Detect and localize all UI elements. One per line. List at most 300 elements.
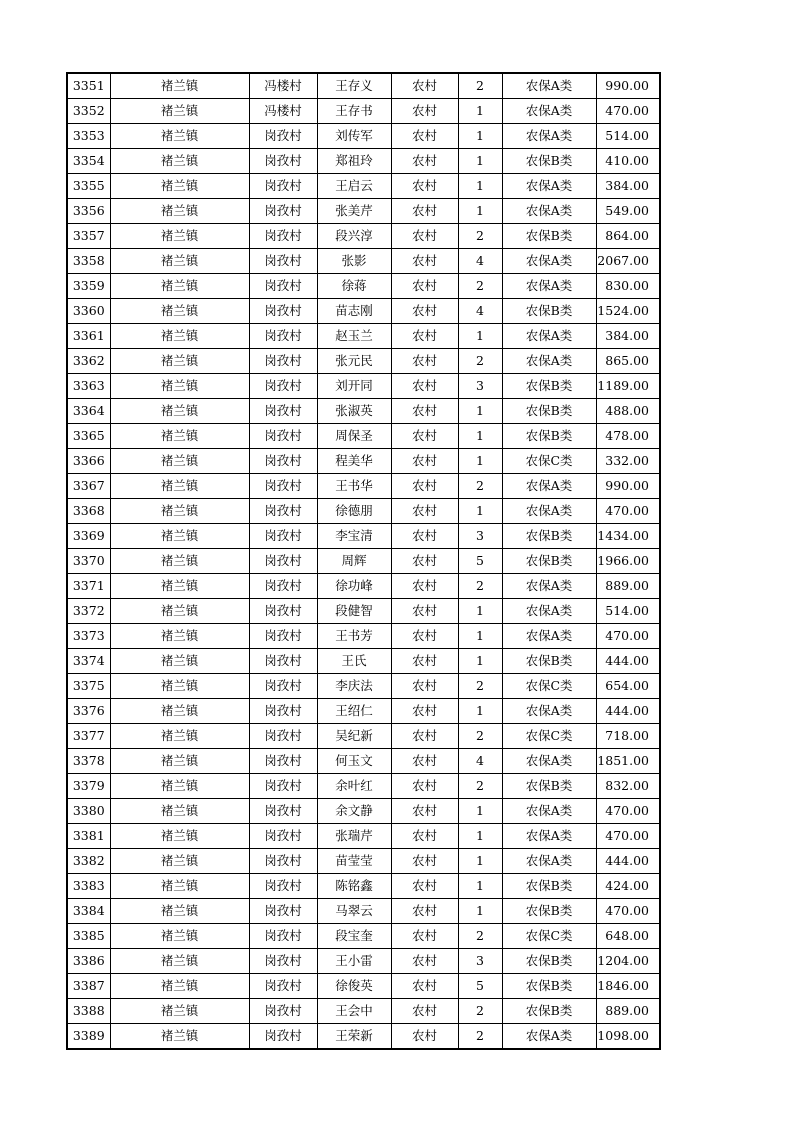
village-cell: 岗孜村 (249, 999, 317, 1024)
amount-cell: 549.00 (596, 199, 660, 224)
area-type-cell: 农村 (391, 874, 458, 899)
name-cell: 王绍仁 (317, 699, 391, 724)
table-row (67, 474, 660, 499)
household-size-cell: 1 (458, 149, 502, 174)
household-size-cell: 2 (458, 674, 502, 699)
insurance-category-cell: 农保C类 (502, 724, 596, 749)
name-cell: 程美华 (317, 449, 391, 474)
name-cell: 徐功峰 (317, 574, 391, 599)
household-size-cell: 3 (458, 524, 502, 549)
insurance-category-cell: 农保A类 (502, 1024, 596, 1050)
amount-cell: 470.00 (596, 799, 660, 824)
table-row (67, 224, 660, 249)
town-cell: 褚兰镇 (110, 849, 249, 874)
area-type-cell: 农村 (391, 124, 458, 149)
town-cell: 褚兰镇 (110, 624, 249, 649)
village-cell: 岗孜村 (249, 624, 317, 649)
area-type-cell: 农村 (391, 73, 458, 99)
insurance-category-cell: 农保A类 (502, 499, 596, 524)
town-cell: 褚兰镇 (110, 949, 249, 974)
row-number-cell: 3352 (67, 99, 110, 124)
village-cell: 岗孜村 (249, 649, 317, 674)
table-row (67, 399, 660, 424)
table-row (67, 924, 660, 949)
household-size-cell: 1 (458, 399, 502, 424)
household-size-cell: 1 (458, 199, 502, 224)
insurance-category-cell: 农保A类 (502, 699, 596, 724)
town-cell: 褚兰镇 (110, 924, 249, 949)
village-cell: 岗孜村 (249, 874, 317, 899)
amount-cell: 889.00 (596, 999, 660, 1024)
name-cell: 王小雷 (317, 949, 391, 974)
name-cell: 余文静 (317, 799, 391, 824)
name-cell: 王荣新 (317, 1024, 391, 1050)
area-type-cell: 农村 (391, 774, 458, 799)
household-size-cell: 3 (458, 949, 502, 974)
village-cell: 岗孜村 (249, 824, 317, 849)
row-number-cell: 3364 (67, 399, 110, 424)
area-type-cell: 农村 (391, 574, 458, 599)
name-cell: 徐德朋 (317, 499, 391, 524)
amount-cell: 444.00 (596, 649, 660, 674)
table-row (67, 774, 660, 799)
area-type-cell: 农村 (391, 199, 458, 224)
town-cell: 褚兰镇 (110, 724, 249, 749)
town-cell: 褚兰镇 (110, 299, 249, 324)
insurance-category-cell: 农保B类 (502, 949, 596, 974)
area-type-cell: 农村 (391, 724, 458, 749)
household-size-cell: 2 (458, 1024, 502, 1050)
village-cell: 冯楼村 (249, 99, 317, 124)
amount-cell: 1966.00 (596, 549, 660, 574)
insurance-category-cell: 农保B类 (502, 149, 596, 174)
row-number-cell: 3365 (67, 424, 110, 449)
area-type-cell: 农村 (391, 974, 458, 999)
insurance-category-cell: 农保A类 (502, 749, 596, 774)
household-size-cell: 1 (458, 799, 502, 824)
row-number-cell: 3368 (67, 499, 110, 524)
insurance-category-cell: 农保A类 (502, 249, 596, 274)
insurance-category-cell: 农保B类 (502, 549, 596, 574)
insurance-category-cell: 农保A类 (502, 124, 596, 149)
row-number-cell: 3360 (67, 299, 110, 324)
town-cell: 褚兰镇 (110, 73, 249, 99)
table-row (67, 824, 660, 849)
insurance-category-cell: 农保A类 (502, 574, 596, 599)
amount-cell: 444.00 (596, 849, 660, 874)
town-cell: 褚兰镇 (110, 224, 249, 249)
table-row (67, 649, 660, 674)
insurance-category-cell: 农保A类 (502, 849, 596, 874)
row-number-cell: 3359 (67, 274, 110, 299)
village-cell: 岗孜村 (249, 974, 317, 999)
insurance-category-cell: 农保B类 (502, 899, 596, 924)
name-cell: 张元民 (317, 349, 391, 374)
name-cell: 赵玉兰 (317, 324, 391, 349)
household-size-cell: 1 (458, 449, 502, 474)
amount-cell: 470.00 (596, 99, 660, 124)
name-cell: 张影 (317, 249, 391, 274)
amount-cell: 648.00 (596, 924, 660, 949)
town-cell: 褚兰镇 (110, 999, 249, 1024)
amount-cell: 2067.00 (596, 249, 660, 274)
village-cell: 岗孜村 (249, 774, 317, 799)
area-type-cell: 农村 (391, 399, 458, 424)
table-row (67, 749, 660, 774)
row-number-cell: 3353 (67, 124, 110, 149)
household-size-cell: 1 (458, 424, 502, 449)
row-number-cell: 3361 (67, 324, 110, 349)
table-row (67, 299, 660, 324)
household-size-cell: 2 (458, 474, 502, 499)
village-cell: 岗孜村 (249, 449, 317, 474)
table-row (67, 499, 660, 524)
row-number-cell: 3383 (67, 874, 110, 899)
amount-cell: 410.00 (596, 149, 660, 174)
household-size-cell: 2 (458, 349, 502, 374)
insurance-category-cell: 农保B类 (502, 374, 596, 399)
household-size-cell: 2 (458, 924, 502, 949)
village-cell: 岗孜村 (249, 674, 317, 699)
table-row (67, 149, 660, 174)
row-number-cell: 3363 (67, 374, 110, 399)
town-cell: 褚兰镇 (110, 974, 249, 999)
insurance-category-cell: 农保B类 (502, 874, 596, 899)
town-cell: 褚兰镇 (110, 424, 249, 449)
row-number-cell: 3372 (67, 599, 110, 624)
area-type-cell: 农村 (391, 524, 458, 549)
insurance-category-cell: 农保B类 (502, 974, 596, 999)
row-number-cell: 3371 (67, 574, 110, 599)
name-cell: 李庆法 (317, 674, 391, 699)
table-row (67, 424, 660, 449)
town-cell: 褚兰镇 (110, 124, 249, 149)
row-number-cell: 3362 (67, 349, 110, 374)
village-cell: 岗孜村 (249, 849, 317, 874)
village-cell: 岗孜村 (249, 924, 317, 949)
table-row (67, 949, 660, 974)
insurance-category-cell: 农保A类 (502, 349, 596, 374)
insurance-category-cell: 农保C类 (502, 674, 596, 699)
village-cell: 岗孜村 (249, 499, 317, 524)
village-cell: 岗孜村 (249, 799, 317, 824)
name-cell: 王书华 (317, 474, 391, 499)
household-size-cell: 2 (458, 724, 502, 749)
table-row (67, 99, 660, 124)
household-size-cell: 1 (458, 849, 502, 874)
table-row (67, 124, 660, 149)
area-type-cell: 农村 (391, 699, 458, 724)
table-row (67, 849, 660, 874)
household-size-cell: 1 (458, 824, 502, 849)
area-type-cell: 农村 (391, 224, 458, 249)
row-number-cell: 3375 (67, 674, 110, 699)
row-number-cell: 3367 (67, 474, 110, 499)
village-cell: 岗孜村 (249, 474, 317, 499)
village-cell: 岗孜村 (249, 324, 317, 349)
town-cell: 褚兰镇 (110, 99, 249, 124)
name-cell: 周保圣 (317, 424, 391, 449)
name-cell: 刘传军 (317, 124, 391, 149)
table-row (67, 199, 660, 224)
row-number-cell: 3384 (67, 899, 110, 924)
name-cell: 段兴淳 (317, 224, 391, 249)
area-type-cell: 农村 (391, 299, 458, 324)
area-type-cell: 农村 (391, 824, 458, 849)
village-cell: 岗孜村 (249, 574, 317, 599)
town-cell: 褚兰镇 (110, 249, 249, 274)
village-cell: 岗孜村 (249, 599, 317, 624)
name-cell: 王氏 (317, 649, 391, 674)
village-cell: 岗孜村 (249, 549, 317, 574)
area-type-cell: 农村 (391, 599, 458, 624)
amount-cell: 865.00 (596, 349, 660, 374)
row-number-cell: 3385 (67, 924, 110, 949)
name-cell: 刘开同 (317, 374, 391, 399)
name-cell: 段宝奎 (317, 924, 391, 949)
table-row (67, 624, 660, 649)
amount-cell: 1098.00 (596, 1024, 660, 1050)
insurance-category-cell: 农保B类 (502, 774, 596, 799)
table-row (67, 524, 660, 549)
row-number-cell: 3366 (67, 449, 110, 474)
village-cell: 岗孜村 (249, 399, 317, 424)
town-cell: 褚兰镇 (110, 599, 249, 624)
table-row (67, 374, 660, 399)
area-type-cell: 农村 (391, 674, 458, 699)
town-cell: 褚兰镇 (110, 349, 249, 374)
table-row (67, 174, 660, 199)
village-cell: 岗孜村 (249, 374, 317, 399)
amount-cell: 1846.00 (596, 974, 660, 999)
name-cell: 余叶红 (317, 774, 391, 799)
row-number-cell: 3370 (67, 549, 110, 574)
row-number-cell: 3373 (67, 624, 110, 649)
village-cell: 岗孜村 (249, 699, 317, 724)
household-size-cell: 1 (458, 99, 502, 124)
village-cell: 岗孜村 (249, 424, 317, 449)
insurance-category-cell: 农保B类 (502, 224, 596, 249)
insurance-category-cell: 农保C类 (502, 924, 596, 949)
table-row (67, 874, 660, 899)
table-row (67, 349, 660, 374)
amount-cell: 384.00 (596, 324, 660, 349)
village-cell: 岗孜村 (249, 724, 317, 749)
amount-cell: 488.00 (596, 399, 660, 424)
village-cell: 岗孜村 (249, 524, 317, 549)
area-type-cell: 农村 (391, 249, 458, 274)
table-row (67, 324, 660, 349)
household-size-cell: 2 (458, 999, 502, 1024)
table-row (67, 899, 660, 924)
household-size-cell: 3 (458, 374, 502, 399)
area-type-cell: 农村 (391, 649, 458, 674)
village-cell: 岗孜村 (249, 949, 317, 974)
area-type-cell: 农村 (391, 1024, 458, 1050)
village-cell: 岗孜村 (249, 1024, 317, 1050)
amount-cell: 470.00 (596, 624, 660, 649)
row-number-cell: 3386 (67, 949, 110, 974)
row-number-cell: 3356 (67, 199, 110, 224)
village-cell: 岗孜村 (249, 149, 317, 174)
row-number-cell: 3377 (67, 724, 110, 749)
row-number-cell: 3355 (67, 174, 110, 199)
amount-cell: 654.00 (596, 674, 660, 699)
village-cell: 岗孜村 (249, 249, 317, 274)
town-cell: 褚兰镇 (110, 524, 249, 549)
household-size-cell: 1 (458, 124, 502, 149)
amount-cell: 990.00 (596, 73, 660, 99)
town-cell: 褚兰镇 (110, 549, 249, 574)
village-cell: 岗孜村 (249, 274, 317, 299)
area-type-cell: 农村 (391, 549, 458, 574)
row-number-cell: 3388 (67, 999, 110, 1024)
insurance-category-cell: 农保A类 (502, 599, 596, 624)
town-cell: 褚兰镇 (110, 324, 249, 349)
household-size-cell: 5 (458, 549, 502, 574)
amount-cell: 832.00 (596, 774, 660, 799)
amount-cell: 478.00 (596, 424, 660, 449)
name-cell: 徐俊英 (317, 974, 391, 999)
household-size-cell: 2 (458, 73, 502, 99)
town-cell: 褚兰镇 (110, 799, 249, 824)
row-number-cell: 3357 (67, 224, 110, 249)
amount-cell: 332.00 (596, 449, 660, 474)
row-number-cell: 3387 (67, 974, 110, 999)
household-size-cell: 4 (458, 749, 502, 774)
name-cell: 张淑英 (317, 399, 391, 424)
area-type-cell: 农村 (391, 899, 458, 924)
town-cell: 褚兰镇 (110, 824, 249, 849)
area-type-cell: 农村 (391, 624, 458, 649)
row-number-cell: 3382 (67, 849, 110, 874)
amount-cell: 1189.00 (596, 374, 660, 399)
town-cell: 褚兰镇 (110, 874, 249, 899)
village-cell: 岗孜村 (249, 174, 317, 199)
amount-cell: 470.00 (596, 499, 660, 524)
insurance-category-cell: 农保A类 (502, 274, 596, 299)
amount-cell: 1851.00 (596, 749, 660, 774)
town-cell: 褚兰镇 (110, 474, 249, 499)
town-cell: 褚兰镇 (110, 374, 249, 399)
town-cell: 褚兰镇 (110, 574, 249, 599)
insurance-category-cell: 农保A类 (502, 824, 596, 849)
amount-cell: 1434.00 (596, 524, 660, 549)
table-row (67, 674, 660, 699)
name-cell: 苗莹莹 (317, 849, 391, 874)
household-size-cell: 2 (458, 274, 502, 299)
amount-cell: 424.00 (596, 874, 660, 899)
village-cell: 岗孜村 (249, 349, 317, 374)
amount-cell: 470.00 (596, 899, 660, 924)
household-size-cell: 1 (458, 899, 502, 924)
village-cell: 岗孜村 (249, 899, 317, 924)
table-row (67, 73, 660, 99)
area-type-cell: 农村 (391, 849, 458, 874)
amount-cell: 514.00 (596, 599, 660, 624)
household-size-cell: 5 (458, 974, 502, 999)
area-type-cell: 农村 (391, 999, 458, 1024)
table-row (67, 799, 660, 824)
town-cell: 褚兰镇 (110, 399, 249, 424)
table-row (67, 574, 660, 599)
area-type-cell: 农村 (391, 349, 458, 374)
amount-cell: 889.00 (596, 574, 660, 599)
amount-cell: 864.00 (596, 224, 660, 249)
amount-cell: 470.00 (596, 824, 660, 849)
town-cell: 褚兰镇 (110, 499, 249, 524)
amount-cell: 990.00 (596, 474, 660, 499)
row-number-cell: 3389 (67, 1024, 110, 1050)
village-cell: 岗孜村 (249, 199, 317, 224)
area-type-cell: 农村 (391, 324, 458, 349)
name-cell: 王启云 (317, 174, 391, 199)
table-row (67, 699, 660, 724)
insurance-category-cell: 农保A类 (502, 99, 596, 124)
area-type-cell: 农村 (391, 499, 458, 524)
village-cell: 岗孜村 (249, 299, 317, 324)
row-number-cell: 3354 (67, 149, 110, 174)
table-row (67, 724, 660, 749)
household-size-cell: 1 (458, 649, 502, 674)
name-cell: 苗志刚 (317, 299, 391, 324)
area-type-cell: 农村 (391, 174, 458, 199)
town-cell: 褚兰镇 (110, 699, 249, 724)
row-number-cell: 3358 (67, 249, 110, 274)
name-cell: 张瑞芹 (317, 824, 391, 849)
insurance-category-cell: 农保A类 (502, 174, 596, 199)
amount-cell: 830.00 (596, 274, 660, 299)
area-type-cell: 农村 (391, 949, 458, 974)
town-cell: 褚兰镇 (110, 749, 249, 774)
row-number-cell: 3380 (67, 799, 110, 824)
town-cell: 褚兰镇 (110, 274, 249, 299)
area-type-cell: 农村 (391, 274, 458, 299)
name-cell: 王存义 (317, 73, 391, 99)
name-cell: 郑祖玲 (317, 149, 391, 174)
table-row (67, 599, 660, 624)
household-size-cell: 4 (458, 249, 502, 274)
household-size-cell: 1 (458, 599, 502, 624)
household-size-cell: 2 (458, 224, 502, 249)
insurance-category-cell: 农保A类 (502, 73, 596, 99)
name-cell: 王会中 (317, 999, 391, 1024)
insurance-category-cell: 农保A类 (502, 624, 596, 649)
insurance-category-cell: 农保B类 (502, 299, 596, 324)
insurance-category-cell: 农保B类 (502, 649, 596, 674)
insurance-category-cell: 农保A类 (502, 324, 596, 349)
row-number-cell: 3374 (67, 649, 110, 674)
insurance-category-cell: 农保C类 (502, 449, 596, 474)
name-cell: 李宝清 (317, 524, 391, 549)
area-type-cell: 农村 (391, 924, 458, 949)
area-type-cell: 农村 (391, 374, 458, 399)
row-number-cell: 3351 (67, 73, 110, 99)
name-cell: 张美芹 (317, 199, 391, 224)
village-cell: 岗孜村 (249, 124, 317, 149)
table-row (67, 1024, 660, 1050)
table-row (67, 274, 660, 299)
table-row (67, 549, 660, 574)
amount-cell: 718.00 (596, 724, 660, 749)
amount-cell: 514.00 (596, 124, 660, 149)
data-table (66, 72, 661, 1050)
household-size-cell: 1 (458, 874, 502, 899)
amount-cell: 384.00 (596, 174, 660, 199)
table-body (67, 73, 660, 1049)
row-number-cell: 3379 (67, 774, 110, 799)
area-type-cell: 农村 (391, 749, 458, 774)
